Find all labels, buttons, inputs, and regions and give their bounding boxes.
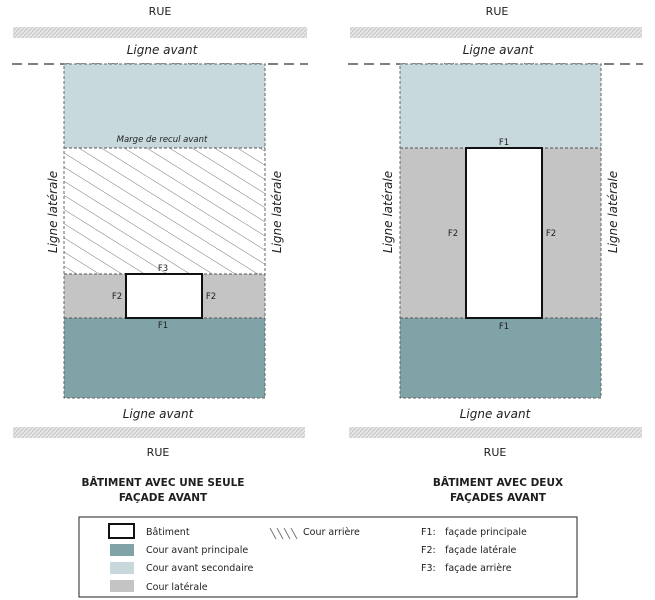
left-cour-arriere	[64, 148, 265, 274]
legend-f1-desc: façade principale	[445, 527, 527, 538]
left-rue-bottom: RUE	[146, 446, 170, 459]
right-diagram	[348, 5, 643, 504]
legend-f2-desc: façade latérale	[445, 545, 517, 556]
left-f2-right-label: F2	[205, 292, 217, 302]
left-street-top	[13, 27, 307, 38]
left-ligne-avant-bottom: Ligne avant	[122, 407, 194, 421]
right-ligne-laterale-right: Ligne latérale	[606, 170, 620, 254]
left-ligne-laterale-left: Ligne latérale	[46, 170, 60, 254]
right-f1-bottom-label: F1	[498, 322, 510, 332]
legend-f3-code: F3:	[421, 563, 436, 574]
right-street-top	[350, 27, 642, 38]
right-rue-top: RUE	[485, 5, 509, 18]
legend-cour-arriere: Cour arrière	[303, 527, 360, 538]
left-f1-label: F1	[157, 321, 169, 331]
right-ligne-avant-bottom: Ligne avant	[459, 407, 531, 421]
legend-cour-laterale: Cour latérale	[146, 582, 208, 593]
right-ligne-laterale-left: Ligne latérale	[381, 170, 395, 254]
right-cour-avant-secondaire	[400, 64, 601, 148]
left-rue-top: RUE	[148, 5, 172, 18]
left-ligne-avant-top: Ligne avant	[126, 43, 198, 57]
legend-f3-desc: façade arrière	[445, 563, 512, 574]
legend-swatch-cour-avant-principale	[110, 544, 134, 556]
left-caption-line1: BÂTIMENT AVEC UNE SEULE	[81, 477, 245, 489]
legend-f1-code: F1:	[421, 527, 436, 538]
left-f3-label: F3	[157, 264, 169, 274]
legend-f2-code: F2:	[421, 545, 436, 556]
legend-batiment: Bâtiment	[146, 527, 190, 538]
legend-swatch-cour-laterale	[110, 580, 134, 592]
right-street-bottom	[349, 427, 642, 438]
legend-swatch-batiment	[109, 524, 134, 538]
right-caption-line2: FAÇADES AVANT	[450, 492, 546, 504]
right-batiment	[466, 148, 542, 318]
left-batiment	[126, 274, 202, 318]
left-street-bottom	[13, 427, 305, 438]
right-f1-top-label: F1	[498, 138, 510, 148]
right-f2-left-label: F2	[447, 229, 459, 239]
legend-cour-avant-secondaire: Cour avant secondaire	[146, 563, 254, 574]
right-ligne-avant-top: Ligne avant	[462, 43, 534, 57]
right-rue-bottom: RUE	[483, 446, 507, 459]
left-ligne-laterale-right: Ligne latérale	[270, 170, 284, 254]
left-f2-left-label: F2	[111, 292, 123, 302]
legend-cour-avant-principale: Cour avant principale	[146, 545, 249, 556]
left-caption-line2: FAÇADE AVANT	[118, 492, 208, 504]
right-f2-right-label: F2	[545, 229, 557, 239]
legend-swatch-cour-avant-secondaire	[110, 562, 134, 574]
left-marge-label: Marge de recul avant	[116, 135, 208, 145]
legend	[79, 517, 577, 597]
left-diagram	[12, 5, 308, 504]
right-caption-line1: BÂTIMENT AVEC DEUX	[432, 477, 564, 489]
